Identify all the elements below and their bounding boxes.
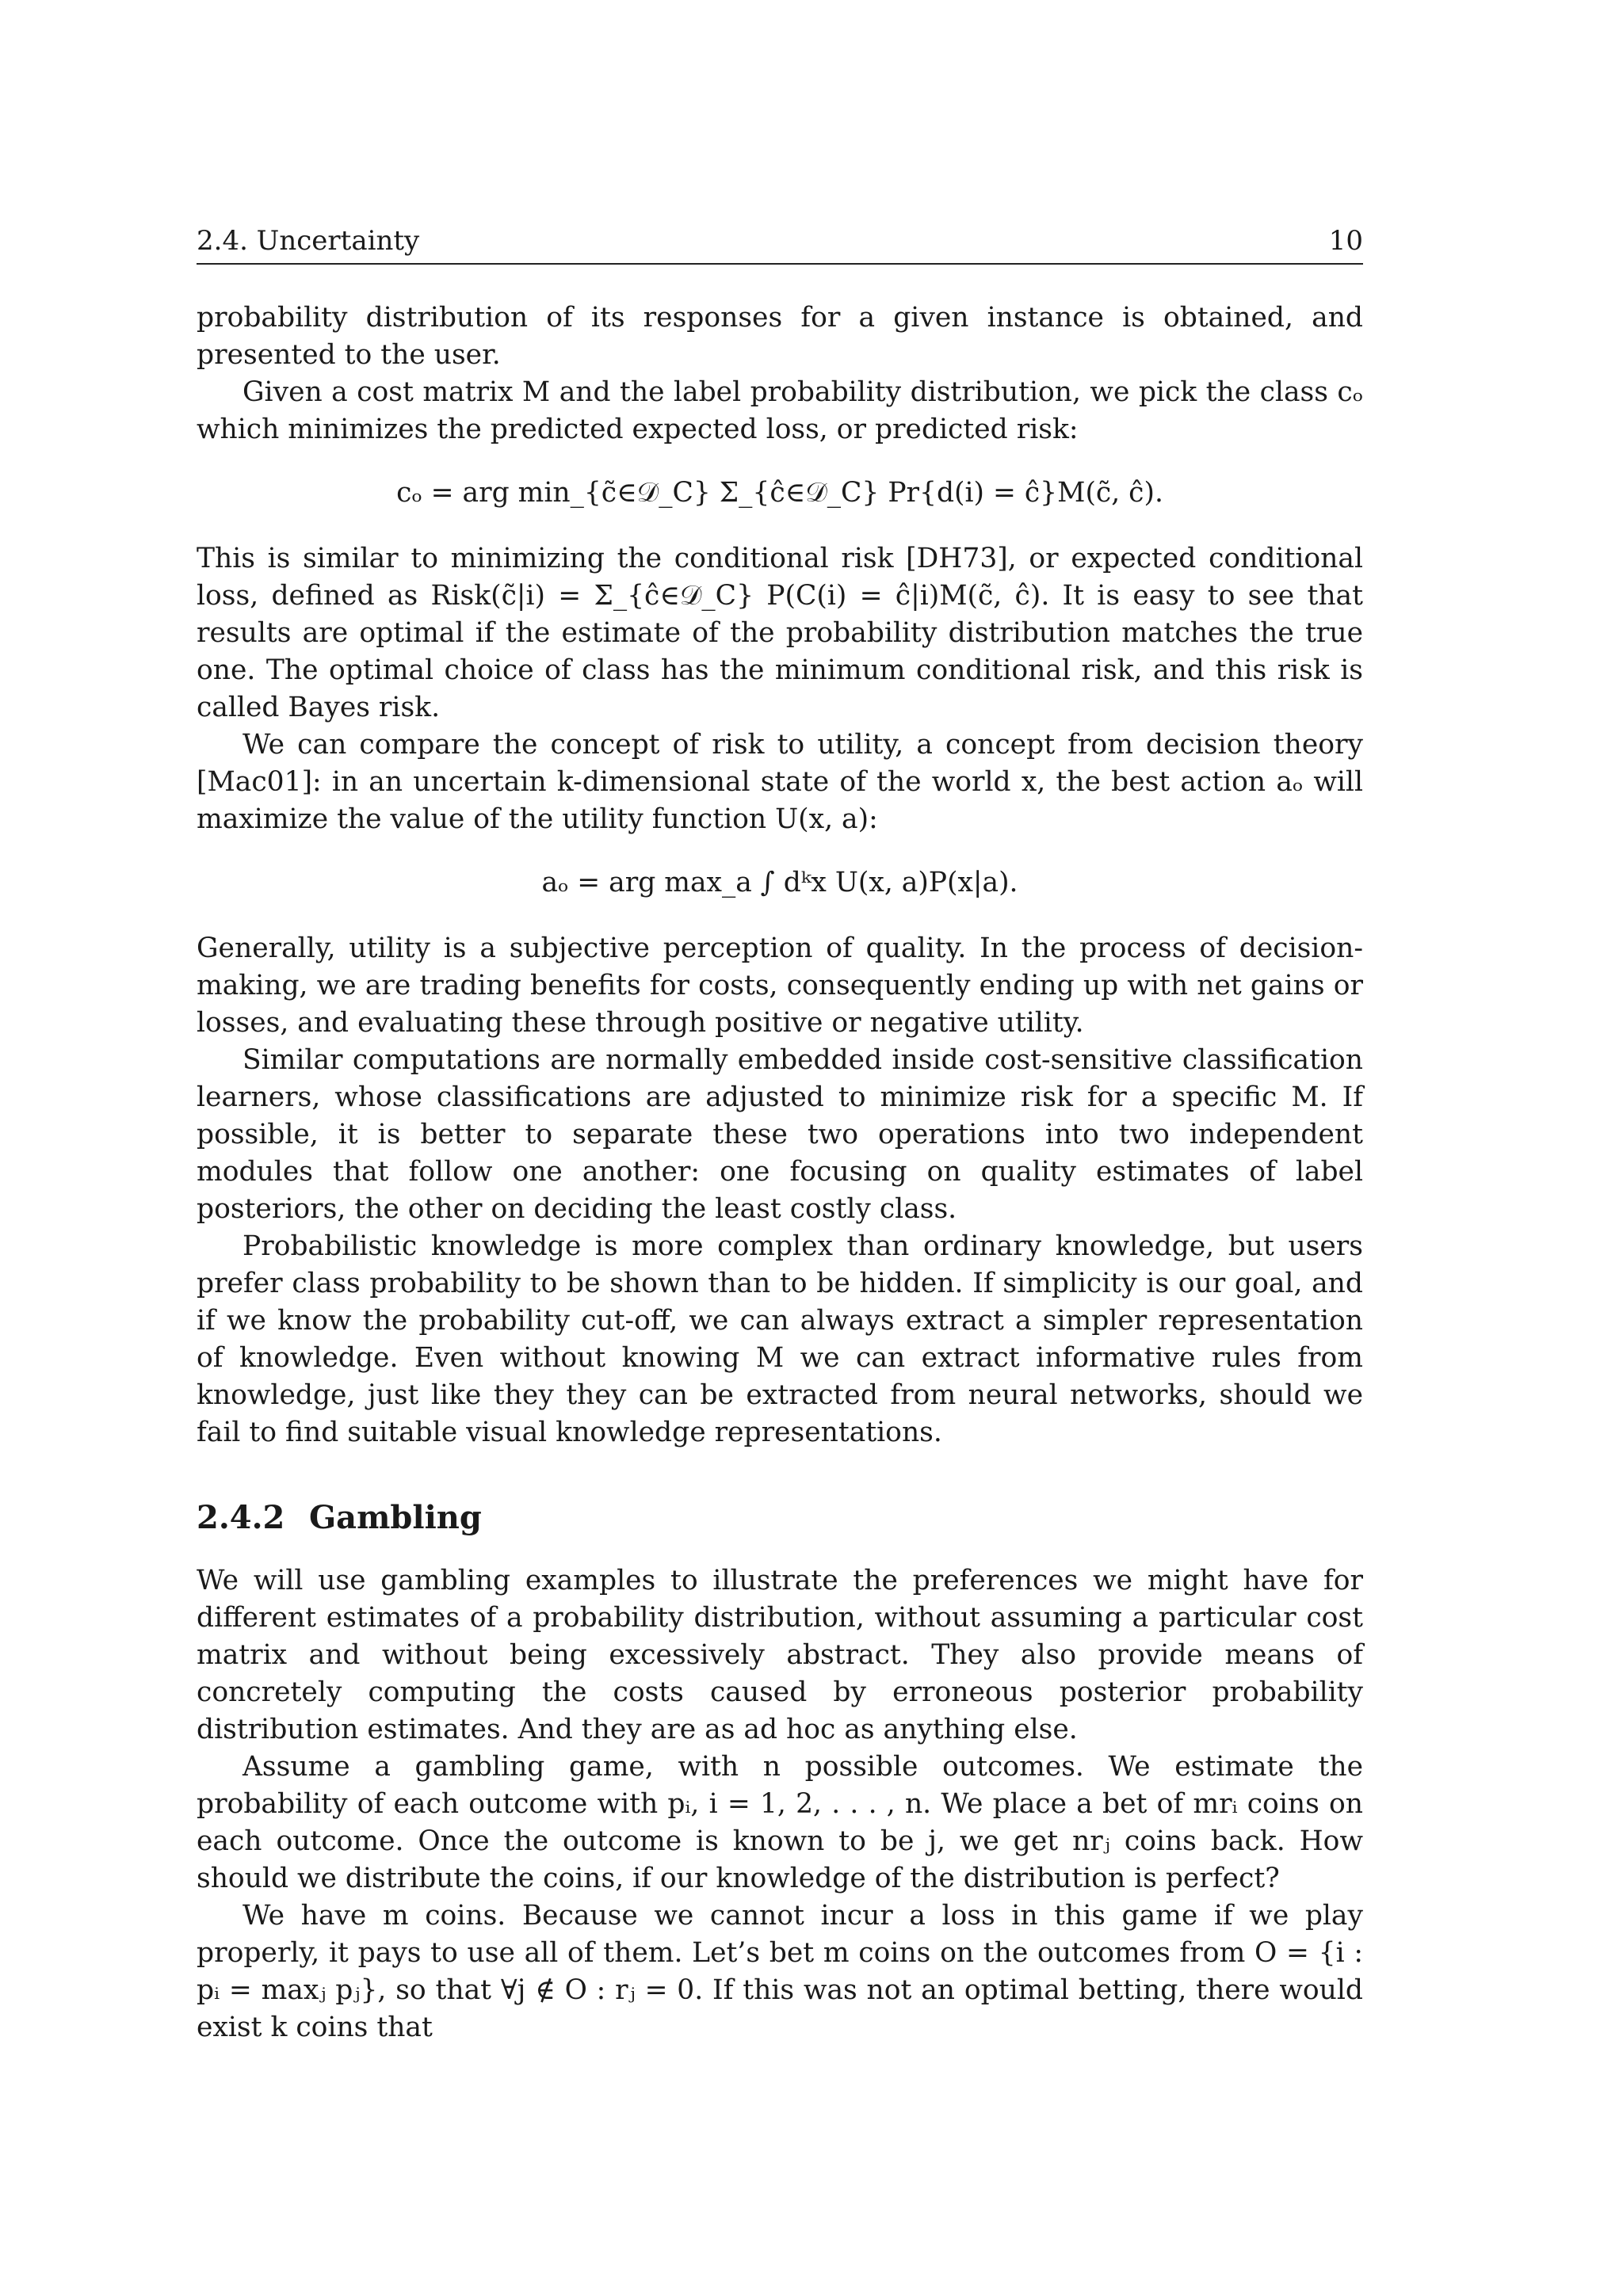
paragraph: Similar computations are normally embedded inside cost-sensitive classification learners, whose classifications are adjusted to minimize risk for a specific M. If possible, it is better to separate these two operations into two independent modules that follow one another: one focusing on quality estimates of label posteriors, the other on deciding the least costly class. [197,1044,1363,1225]
document-page [197,223,1363,2046]
section-title: Gambling [309,1499,482,1536]
equation-class-selection: cₒ = arg min_{c̃∈𝒟_C} Σ_{ĉ∈𝒟_C} Pr{d(i) = ĉ}M(c̃, ĉ). [396,477,1163,509]
paragraph: We have m coins. Because we cannot incur a loss in this game if we play properly, it pays to use all of them. Let’s bet m coins on the outcomes from O = {i : pᵢ = maxⱼ pⱼ}, so that ∀j ∉ O : rⱼ = 0. If this was not an optimal betting, there would exist k coins that [197,1900,1363,2043]
page-number: 10 [1328,225,1363,257]
paragraph: This is similar to minimizing the conditional risk [DH73], or expected conditional loss, defined as Risk(c̃|i) = Σ_{ĉ∈𝒟_C} P(C(i) = ĉ|i)M(c̃, ĉ). It is easy to see that results are optimal if the estimate of the probability distribution matches the true one. The optimal choice of class has the minimum conditional risk, and this risk is called Bayes risk. [197,543,1363,723]
body-text [197,299,1363,2046]
paragraph: Assume a gambling game, with n possible outcomes. We estimate the probability of each outcome with pᵢ, i = 1, 2, . . . , n. We place a bet of mrᵢ coins on each outcome. Once the outcome is known to be j, we get nrⱼ coins back. How should we distribute the coins, if our knowledge of the distribution is perfect? [197,1751,1363,1894]
paragraph: We will use gambling examples to illustrate the preferences we might have for different estimates of a probability distribution, without assuming a particular cost matrix and without being excessively abstract. They also provide means of concretely computing the costs caused by erroneous posterior probability distribution estimates. And they are as ad hoc as anything else. [197,1565,1363,1745]
header-section-title: 2.4. Uncertainty [197,225,420,257]
running-header [197,223,1363,265]
paragraph: We can compare the concept of risk to utility, a concept from decision theory [Mac01]: in an uncertain k-dimensional state of the world x, the best action aₒ will maximize the value of the utility function U(x, a): [197,729,1363,835]
paragraph: Probabilistic knowledge is more complex than ordinary knowledge, but users prefer class probability to be shown than to be hidden. If simplicity is our goal, and if we know the probability cut-off, we can always extract a simpler representation of knowledge. Even without knowing M we can extract informative rules from knowledge, just like they they can be extracted from neural networks, should we fail to find suitable visual knowledge representations. [197,1230,1363,1448]
paragraph: Generally, utility is a subjective perception of quality. In the process of decision-making, we are trading benefits for costs, consequently ending up with net gains or losses, and evaluating these through positive or negative utility. [197,933,1363,1039]
section-number: 2.4.2 [197,1499,285,1536]
section-heading [197,1497,1363,1539]
paragraph: Given a cost matrix M and the label probability distribution, we pick the class cₒ which minimizes the predicted expected loss, or predicted risk: [197,376,1363,445]
paragraph: probability distribution of its responses for a given instance is obtained, and presented to the user. [197,302,1363,371]
equation-utility-max: aₒ = arg max_a ∫ dᵏx U(x, a)P(x|a). [541,867,1018,898]
